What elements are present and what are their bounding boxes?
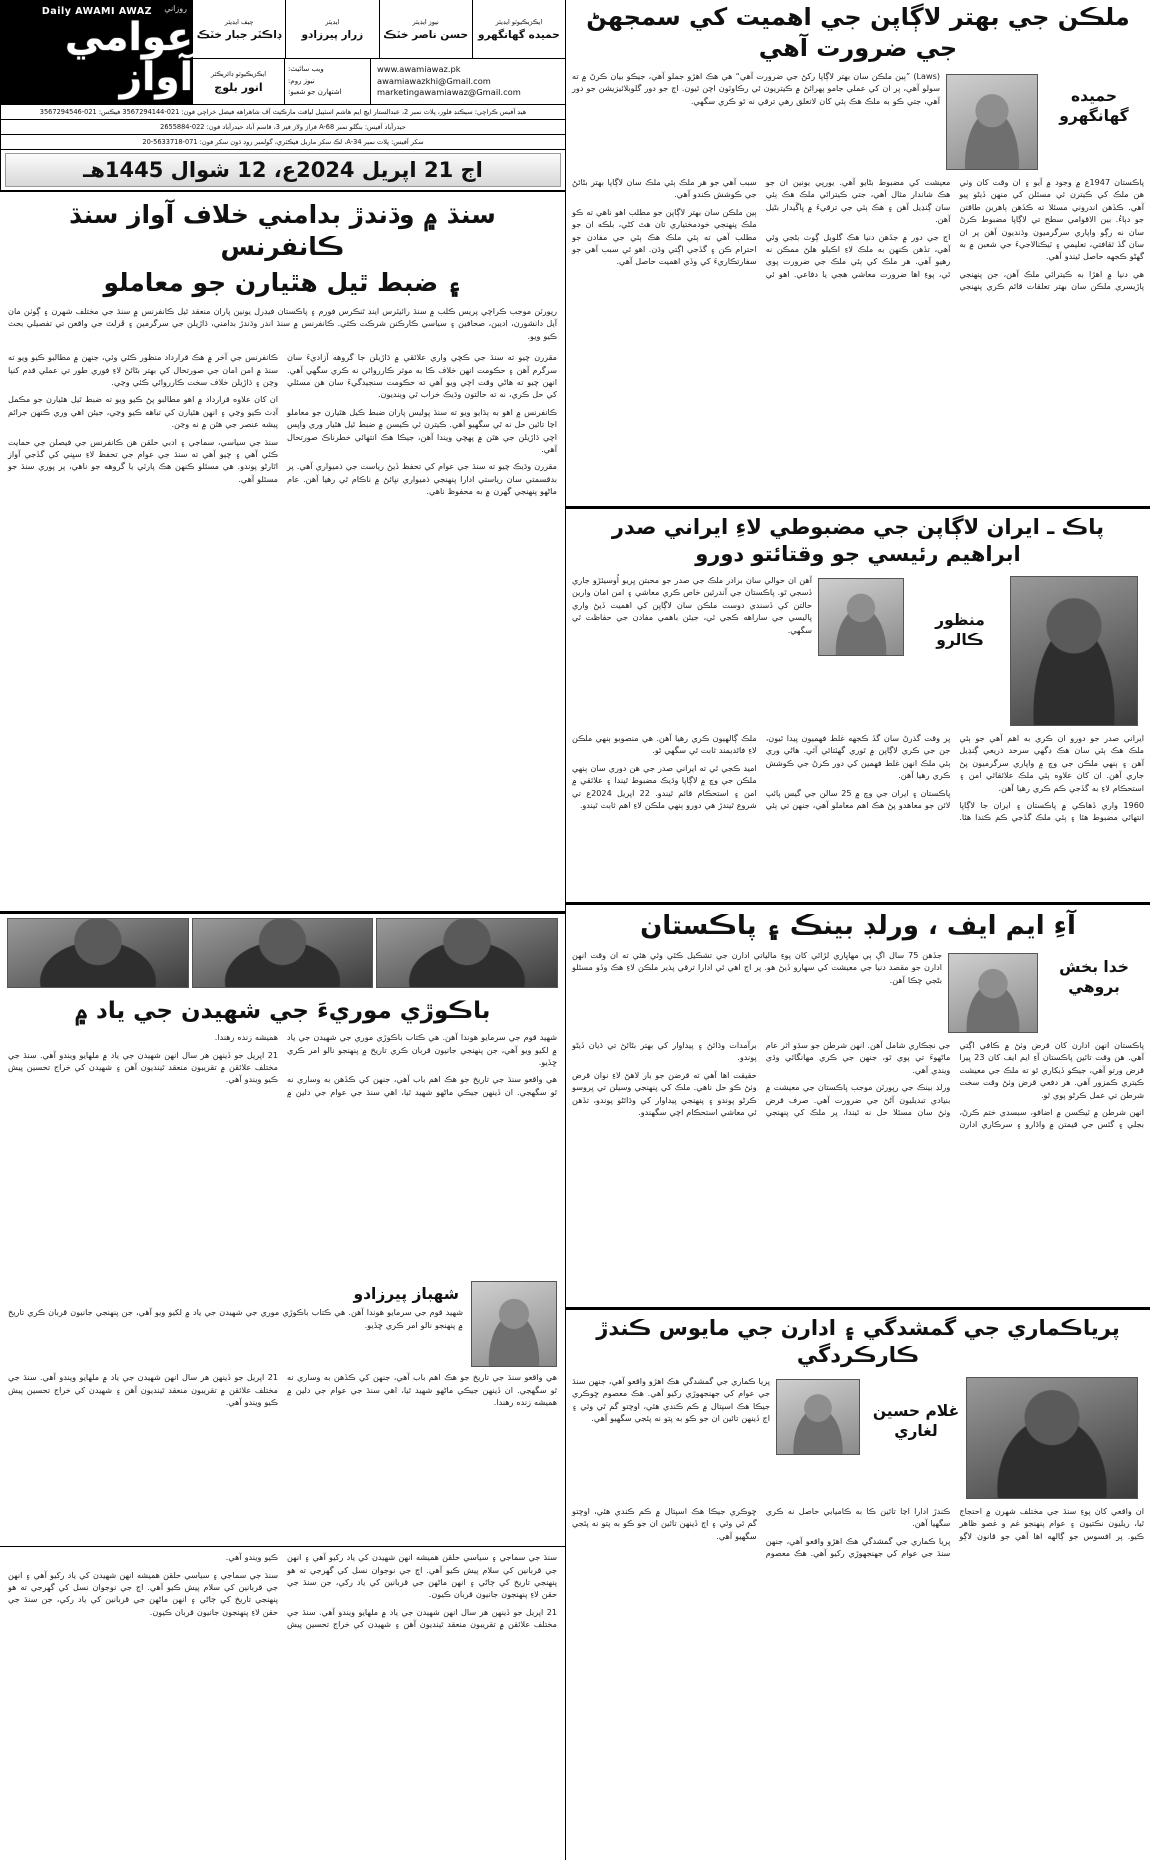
- para: پاڪستان 1947ع ۾ وجود ۾ آيو ۽ ان وقت کان وٺي هن ملڪ کي ڪيترن ئي مسئلن کي منهن ڏيڻو پيو آهي. ڪڏهن اندروني مسئلا ته ڪڏهن ٻاهرين طاقتن جو دٻاءُ. بين الاقوامي سطح تي لاڳاپا مضبوط ڪرڻ سان نه رڳو واپاري سرگرميون وڌنديون آهن پر ان سان گڏ ثقافتي، تعليمي ۽ ٽيڪنالاجيءَ جي شعبن ۾ به گهڻو ڪجهه حاصل ٿيندو آهي.: [959, 177, 1144, 262]
- para: ان واقعي کان پوءِ سنڌ جي مختلف شهرن ۾ احتجاج ٿيا، ريليون نڪتيون ۽ عوام پنهنجو غم و غصو ظاهر ڪيو. پر افسوس جو ڳالهه اها آهي جو قانون لاڳو ڪندڙ ادارا اڃا تائين ڪا به ڪاميابي حاصل نه ڪري سگهيا آهن.: [765, 1506, 1144, 1541]
- article-better-relations: [566, 0, 1150, 504]
- para: سنڌ جي سماجي ۽ سياسي حلقن هميشه انهن شهيدن کي ياد رکيو آهي ۽ انهن جي قربانين کي سلام پيش ڪيو آهي. اڄ جي نوجوان نسل کي گهرجي ته هو پنهنجي تاريخ کي ڄاڻي ۽ انهن ماڻهن جي قربانين کي ياد رکي، جن سنڌ جي حقن لاءِ پنهنجون جانيون قربان ڪيون.: [8, 1569, 278, 1617]
- manager-role: ايڪزيڪيوٽو ڊائريڪٽر: [211, 69, 267, 78]
- website-url[interactable]: www.awamiawaz.pk: [377, 64, 461, 75]
- staff-editor: [285, 0, 378, 58]
- para: هي دنيا ۾ اهڙا به ڪيترائي ملڪ آهن، جن پنهنجي پاڙيسري ملڪن سان بهتر تعلقات قائم ڪري پنهنجي معيشت کي مضبوط بڻايو آهي. يورپي يونين ان جو هڪ شاندار مثال آهي، جتي ڪيترائي ملڪ هڪ ٻئي سان ڳنڍيل آهن ۽ هڪ ٻئي جي ترقيءَ ۾ ڀاڱيدار بڻيل آهن.: [765, 177, 1144, 292]
- website-label: ويب سائيٽ:: [288, 65, 324, 74]
- lead-intro: [0, 303, 565, 351]
- para: سنڌ جي سماجي ۽ سياسي حلقن هميشه انهن شهيدن کي ياد رکيو آهي ۽ انهن جي قربانين کي سلام پيش ڪيو آهي. اڄ جي نوجوان نسل کي گهرجي ته هو پنهنجي تاريخ کي ڄاڻي ۽ انهن ماڻهن جي قربانين کي ياد رکي، جن سنڌ جي حقن لاءِ پنهنجون جانيون قربان ڪيون.: [287, 1552, 557, 1600]
- office-addresses: [0, 105, 565, 150]
- para: ايراني صدر جو دورو ان ڪري به اهم آهي جو ٻئي ملڪ هڪ ٻئي سان هڪ ڊگهي سرحد ذريعي ڳنڍيل آهن ۽ ٻنهي ملڪن جي وچ ۾ واپاري سرگرميون پڻ جاري آهن. ان کان علاوه ٻئي ملڪ علائقائي امن ۽ استحڪام لاءِ به گڏجي ڪم ڪري رهيا آهن.: [959, 733, 1144, 793]
- article4-body: [566, 1503, 1150, 1703]
- staff-name: زرار پيرزادو: [301, 28, 364, 41]
- para: ٻين ملڪن سان بهتر لاڳاپن جو مطلب اهو ناهي ته ڪو ملڪ پنهنجي خودمختياري تان هٿ کڻي، بلڪه ان جو مطلب آهي ته ٻئي ملڪ هڪ ٻئي جي مفادن جو احترام ڪن ۽ گڏجي اڳتي وڌن. اهو ئي سبب آهي جو سفارتڪاريءَ کي وڏي اهميت حاصل آهي.: [572, 206, 757, 267]
- article3-author: خدا بخش بروهي: [1059, 958, 1129, 996]
- para: 21 اپريل جو ڏينهن هر سال انهن شهيدن جي ياد ۾ ملهايو ويندو آهي. سنڌ جي مختلف علائقن ۾ تقريبون منعقد ٿينديون آهن ۽ شهيدن کي خراج تحسين پيش ڪيو ويندو آهي.: [8, 1372, 278, 1408]
- staff-executive-editor: [472, 0, 565, 58]
- lead-story: [0, 191, 565, 911]
- feature-body: [0, 1031, 565, 1281]
- para: هي واقعو سنڌ جي تاريخ جو هڪ اهم باب آهي، جنهن کي ڪڏهن به وساري نه ٿو سگهجي. ان ڏينهن جيڪي ماڻهو شهيد ٿيا، اهي سنڌ جي عوام جي دلين ۾ هميشه زنده رهندا.: [214, 1032, 557, 1097]
- office-sukkur: سکر آفيس: پلاٽ نمبر A-34، لڪ سکر ماربل فيڪٽري، گولمبر روڊ ڌون سکر فون: 071-5633718-20: [142, 137, 424, 146]
- para: اڄ جي دور ۾ جڏهن دنيا هڪ گلوبل ڳوٺ بڻجي وئي آهي، تڏهن ڪنهن به ملڪ لاءِ اڪيلو هلڻ ممڪن نه رهيو آهي. هر ملڪ کي ٻئي ملڪ جي ضرورت پوي ٿي، پوءِ اها ضرورت معاشي هجي يا دفاعي. اهو ئي سبب آهي جو هر ملڪ ٻئي ملڪ سان لاڳاپا بهتر بڻائڻ جي ڪوشش ڪندو آهي.: [572, 177, 951, 279]
- article3-author-photo: [948, 953, 1038, 1033]
- para: شهيد قوم جي سرمايو هوندا آهن. هي ڪتاب باڪوڙي موري جي شهيدن جي ياد ۾ لکيو ويو آهي، جن پنهنجي جانيون قربان ڪري تاريخ ۾ پنهنجو نالو امر ڪري ڇڏيو.: [8, 1307, 463, 1330]
- article4-author-photo: [776, 1379, 860, 1455]
- masthead-logo: [1, 0, 193, 104]
- article2-body: [566, 730, 1150, 902]
- para: جڏهن 75 سال اڳ ٻي مهاڀاري لڙائي کان پوءِ مالياتي ادارن جي تشڪيل ڪئي وئي هئي ته ان وقت انهن ادارن جو مقصد دنيا جي معيشت کي سهارو ڏيڻ هو. پر اڄ اهي ئي ادارا ترقي پذير ملڪن لاءِ هڪ وڏو مسئلو بڻجي چڪا آهن.: [572, 950, 942, 985]
- article2-intro: [572, 574, 812, 730]
- staff-role: ايڊيٽر: [325, 17, 340, 26]
- staff-news-editor: [379, 0, 472, 58]
- lead-headline-line1: سنڌ ۾ وڌندڙ بدامني خلاف آواز سنڌ ڪانفرنس: [69, 200, 496, 261]
- para: شهيد قوم جي سرمايو هوندا آهن. هي ڪتاب باڪوڙي موري جي شهيدن جي ياد ۾ لکيو ويو آهي، جن پنهنجي جانيون قربان ڪري تاريخ ۾ پنهنجو نالو امر ڪري ڇڏيو.: [287, 1032, 557, 1068]
- article-imf-worldbank: [566, 902, 1150, 1307]
- feature-bakoori-mori: [0, 911, 565, 1546]
- para: انهن شرطن ۾ ٽيڪسن ۾ اضافو، سبسڊي ختم ڪرڻ، بجلي ۽ گئس جي قيمتن ۾ واڌارو ۽ سرڪاري ادارن جي نجڪاري شامل آهن. انهن شرطن جو سڌو اثر عام ماڻهوءَ تي پوي ٿو، جنهن جي ڪري مهانگائي وڌي ويندي آهي.: [765, 1040, 1144, 1130]
- article4-author: غلام حسين لغاري: [872, 1402, 960, 1440]
- para: ان کان علاوه قرارداد ۾ اهو مطالبو پڻ ڪيو ويو ته ضبط ٿيل هٿيارن جو مڪمل آڊٽ ڪيو وڃي ۽ انهن هٿيارن کي تباهه ڪيو وڃي، جيئن اهي وري ڪنهن جرائم پيشه عنصر جي هٿن ۾ نه وڃن.: [8, 394, 278, 430]
- article4-photo-newsconf: [966, 1377, 1138, 1499]
- masthead: [0, 0, 565, 105]
- para: ورلڊ بينڪ جي رپورٽن موجب پاڪستان جي معيشت ۾ بنيادي تبديليون آڻڻ جي ضرورت آهي. صرف قرض وٺڻ سان مسئلا حل نه ٿيندا، پر ملڪ کي پنهنجي برآمدات وڌائڻ ۽ پيداوار کي بهتر بڻائڻ تي ڌيان ڏيڻو پوندو.: [572, 1040, 951, 1118]
- masthead-info: [193, 0, 565, 104]
- martyr-photo-1: [376, 918, 558, 988]
- right-section: [0, 0, 565, 1860]
- para: (Laws) ”ٻين ملڪن سان بهتر لاڳاپا رکڻ جي ضرورت آهي“ هي هڪ اهڙو جملو آهي، جيڪو بيان ڪرڻ ۾ ته سولو آهي، پر ان کي عملي جامو پهرائڻ ۾ ڪيتريون ئي رڪاوٽون اچن ٿيون. اڄ جو دور گلوبلائيزيشن جو دور آهي، جتي ڪو به ملڪ هڪ ٻئي کان لاتعلق رهي ترقي نه ٿو ڪري سگهي.: [572, 71, 940, 106]
- left-section: [565, 0, 1150, 1860]
- para: اميد ڪجي ٿي ته ايراني صدر جي هن دوري سان ٻنهي ملڪن جي وچ ۾ لاڳاپا وڌيڪ مضبوط ٿيندا ۽ علائقي ۾ امن ۽ استحڪام قائم ٿيندو. 22 اپريل 2024ع تي شروع ٿيندڙ هي دورو ٻنهي ملڪن لاءِ اهم ثابت ٿيندو.: [572, 762, 757, 811]
- office-karachi: هيڊ آفيس ڪراچي: سيڪنڊ فلور، پلاٽ نمبر 2، عبدالستار ايڇ ايم هاشم اسٽيبل لياقت مارڪيٽ آف شاهراهه فيصل خراچي فون: 021-3567294144 فيڪس: 021-3567294546: [1, 105, 565, 120]
- bottom-body: [0, 1547, 565, 1732]
- article4-headline: پرياڪماري جي گمشدگي ۽ ادارن جي مايوس ڪندڙ ڪارڪردگي: [596, 1316, 1120, 1367]
- manager-name: انور بلوچ: [214, 80, 263, 94]
- contact-values: [371, 59, 565, 104]
- article1-headline: ملڪن جي بهتر لاڳاپن جي اهميت کي سمجهڻ جي ضرورت آهي: [586, 3, 1130, 62]
- article2-headline: پاڪ ـ ايران لاڳاپن جي مضبوطي لاءِ ايراني صدر ابراهيم رئيسي جو وقتائتو دورو: [611, 515, 1105, 566]
- executive-director: [193, 59, 285, 104]
- contact-row: [193, 58, 565, 104]
- newsroom-email[interactable]: awamiawazkhi@Gmail.com: [377, 75, 491, 86]
- para: ڪانفرنس جي آخر ۾ هڪ قرارداد منظور ڪئي وئي، جنهن ۾ مطالبو ڪيو ويو ته سنڌ ۾ امن امان جي صورتحال کي بهتر بڻائڻ لاءِ فوري طور تي عملي قدم کنيا وڃن ۽ ڌاڙيلن خلاف سخت ڪارروائي ڪئي وڃي.: [8, 352, 278, 388]
- office-hyderabad: حيدرآباد آفيس: بنگلو نمبر A-68 فراز ولاز فيز 3، قاسم آباد حيدرآباد فون: 022-2655884: [1, 120, 565, 135]
- para: مقررن وڌيڪ چيو ته سنڌ جي عوام کي تحفظ ڏيڻ رياست جي ذميواري آهي. پر بدقسمتي سان رياستي ادارا پنهنجي ذميواري نڀائڻ ۾ ناڪام ٿي رهيا آهن. عام ماڻهو پنهنجي گهرن ۾ به محفوظ ناهي.: [287, 461, 557, 497]
- para: سنڌ جي سياسي، سماجي ۽ ادبي حلقن هن ڪانفرنس جي فيصلن جي حمايت ڪئي آهي ۽ چيو آهي ته سنڌ جي عوام جي تحفظ لاءِ سڀني کي گڏجي آواز اٿارڻو پوندو. هي مسئلو ڪنهن هڪ پارٽي يا گروهه جو ناهي، پر پوري سنڌ جو مسئلو آهي.: [8, 436, 278, 484]
- martyr-photo-3: [7, 918, 189, 988]
- date-text: اڄ 21 اپريل 2024ع، 12 شوال 1445هـ: [5, 153, 561, 187]
- para: آهن ان حوالي سان برادر ملڪ جي صدر جو محبتن ڀريو اُوسيئڙو جاري ڏسجي ٿو. پاڪستان جي آندرئين خاص ڪري معاشي ۽ امن امان وارين حالتن کي ڏسندي دوست ملڪن سان لاڳاپن کي اهميت ڏيڻ واري پاليسي جي ساراهه ڪجي ٿي، جيئن باهمي مفادن جي حفاظت ٿي سگهي.: [572, 575, 812, 635]
- martyr-photo-2: [192, 918, 374, 988]
- staff-chief-editor: [193, 0, 285, 58]
- feature-author: شهباز پيرزادو: [353, 1285, 459, 1304]
- staff-role: ايڪزيڪيوٽو ايڊيٽر: [495, 17, 543, 26]
- para: پريا ڪماري جي گمشدگي هڪ اهڙو واقعو آهي، جنهن سنڌ جي عوام کي جهنجهوڙي رکيو آهي. هڪ معصوم ڇوڪري جيڪا هڪ اسپتال ۾ ڪم ڪندي هئي، اوچتو گم ٿي وئي ۽ اڄ ڏينهن تائين ان جو ڪو به پتو نه پئجي سگهيو آهي.: [572, 1506, 951, 1559]
- feature-photo-strip: [0, 914, 565, 990]
- para: ڪانفرنس ۾ اهو به ٻڌايو ويو ته سنڌ پوليس پاران ضبط ڪيل هٿيارن جو معاملو اڃا تائين حل نه ٿي سگهيو آهي. ڪيترن ئي ڪيسن ۾ ضبط ٿيل هٿيار وري واپس اچي ڌاڙيلن جي هٿن ۾ پهچي ويندا آهن، جيڪا هڪ انتهائي خطرناڪ صورتحال آهي.: [287, 406, 557, 455]
- para: پاڪستان انهن ادارن کان قرض وٺڻ ۾ ڪافي اڳتي آهي. هن وقت تائين پاڪستان آءِ ايم ايف کان 23 ڀيرا قرض ورتو آهي، جيڪو ڏيکاري ٿو ته ملڪ جي معيشت ڪيتري ڪمزور آهي. هر دفعي قرض وٺڻ وقت سخت شرطن تي عمل ڪرڻو پوي ٿو.: [959, 1040, 1144, 1100]
- article3-body: [566, 1037, 1150, 1307]
- feature-author-photo: [471, 1281, 557, 1367]
- article2-author: منظور ڪالرو: [935, 611, 985, 649]
- article3-headline: آءِ ايم ايف ، ورلڊ بينڪ ۽ پاڪستان: [640, 911, 1076, 941]
- para: رپورٽن موجب ڪراچي پريس ڪلب ۾ سنڌ رائيٽرس اينڊ ٿنڪرس فورم ۽ پاڪستان فيڊرل يونين پاران منعقد ٿيل ڪانفرنس ۾ سنڌ جي مختلف شهرن ۽ ڳوٺن مان آيل دانشورن، اديبن، صحافين ۽ سياسي ڪارڪنن شرڪت ڪئي. ڪانفرنس ۾ سنڌ اندر وڌندڙ بدامني، ڌاڙيلن جي سرگرمين ۽ ڦرلٽ جي واقعن تي تفصيلي بحث ڪيو ويو.: [8, 306, 557, 341]
- bottom-block: [0, 1546, 565, 1732]
- feature-body-cont: [0, 1371, 565, 1546]
- staff-role: چيف ايڊيٽر: [224, 17, 254, 26]
- para: پاڪستان ۽ ايران جي وچ ۾ 25 سالن جي گيس پائپ لائن جو معاهدو پڻ هڪ اهم معاملو آهي، جنهن تي ٻئي ملڪ ڳالهيون ڪري رهيا آهن. هي منصوبو ٻنهي ملڪن لاءِ فائديمند ثابت ٿي سگهي ٿو.: [572, 733, 951, 811]
- para: هي واقعو سنڌ جي تاريخ جو هڪ اهم باب آهي، جنهن کي ڪڏهن به وساري نه ٿو سگهجي. ان ڏينهن جيڪي ماڻهو شهيد ٿيا، اهي سنڌ جي عوام جي دلين ۾ هميشه زنده رهندا.: [287, 1372, 557, 1408]
- feature-headline: باڪوڙي موريءَ جي شهيدن جي ياد ۾: [74, 998, 491, 1025]
- logo-sindhi-name: عوامي آواز: [64, 15, 193, 100]
- article1-author: حميده گهانگهرو: [1059, 87, 1129, 125]
- article2-photo-raisi: [1010, 576, 1138, 726]
- article3-intro: [572, 949, 942, 1037]
- lead-headline-line2: ۽ ضبط ٿيل هٿيارن جو معاملو: [103, 268, 462, 297]
- staff-name: حميده گهانگهرو: [477, 28, 560, 41]
- lead-body: [0, 351, 565, 911]
- date-band: [0, 150, 565, 191]
- logo-english-name: Daily AWAMI AWAZ: [41, 6, 153, 17]
- staff-name: ڊاڪٽر جبار خٽڪ: [196, 28, 282, 41]
- logo-corner-mark: روزاني: [164, 4, 187, 13]
- feature-author-note: [8, 1306, 463, 1331]
- para: 21 اپريل جو ڏينهن هر سال انهن شهيدن جي ياد ۾ ملهايو ويندو آهي. سنڌ جي مختلف علائقن ۾ تقريبون منعقد ٿينديون آهن ۽ شهيدن کي خراج تحسين پيش ڪيو ويندو آهي.: [225, 1552, 557, 1630]
- staff-row: [193, 0, 565, 58]
- para: مقررن چيو ته سنڌ جي ڪچي واري علائقي ۾ ڌاڙيلن جا گروهه آزاديءَ سان سرگرم آهن ۽ حڪومت انهن خلاف ڪا به موثر ڪارروائي نه ڪري سگهي آهي. انهن چيو ته هاڻي وقت اچي ويو آهي ته حڪومت سنجيدگيءَ سان هن مسئلي کي حل ڪري، نه ته حالتون وڌيڪ خراب ٿي وينديون.: [287, 352, 557, 400]
- article1-intro: [572, 70, 940, 174]
- article-iran-relations: [566, 506, 1150, 902]
- article1-author-photo: [946, 74, 1038, 170]
- ads-label: اشتهارن جو شعبو:: [288, 88, 342, 97]
- para: 21 اپريل جو ڏينهن هر سال انهن شهيدن جي ياد ۾ ملهايو ويندو آهي. سنڌ جي مختلف علائقن ۾ تقريبون منعقد ٿينديون آهن ۽ شهيدن کي خراج تحسين پيش ڪيو ويندو آهي.: [8, 1049, 278, 1085]
- para: حقيقت اها آهي ته قرضن جو بار لاهڻ لاءِ نوان قرض وٺڻ ڪو حل ناهي. ملڪ کي پنهنجي وسيلن تي ڀروسو ڪرڻو پوندو ۽ پنهنجي پيداوار کي وڌائڻو پوندو، تڏهن ئي معاشي استحڪام اچي سگهندو.: [572, 1069, 757, 1118]
- para: 1960 واري ڏهاڪي ۾ پاڪستان ۽ ايران جا لاڳاپا انتهائي مضبوط هئا ۽ ٻئي ملڪ گڏجي ڪم ڪندا هئا. پر وقت گذرڻ سان گڏ ڪجهه غلط فهميون پيدا ٿيون، جن جي ڪري لاڳاپن ۾ ٿوري گهٽتائي آئي. هاڻي وري ٻئي ملڪ انهن غلط فهمين کي دور ڪرڻ جي ڪوشش ڪري رهيا آهن.: [765, 733, 1144, 823]
- newsroom-label: نيوز روم:: [288, 76, 315, 85]
- article-priya-kumari: [566, 1307, 1150, 1703]
- ads-email[interactable]: marketingawamiawaz@Gmail.com: [377, 87, 521, 98]
- article2-author-photo: [818, 578, 904, 656]
- article1-body: [566, 174, 1150, 504]
- article4-intro: [572, 1375, 770, 1503]
- contact-labels: [285, 59, 371, 104]
- staff-role: نيوز ايڊيٽر: [412, 17, 439, 26]
- staff-name: حسن ناصر خٽڪ: [383, 28, 469, 41]
- para: پريا ڪماري جي گمشدگي هڪ اهڙو واقعو آهي، جنهن سنڌ جي عوام کي جهنجهوڙي رکيو آهي. هڪ معصوم ڇوڪري جيڪا هڪ اسپتال ۾ ڪم ڪندي هئي، اوچتو گم ٿي وئي ۽ اڄ ڏينهن تائين ان جو ڪو به پتو نه پئجي سگهيو آهي.: [572, 1376, 770, 1424]
